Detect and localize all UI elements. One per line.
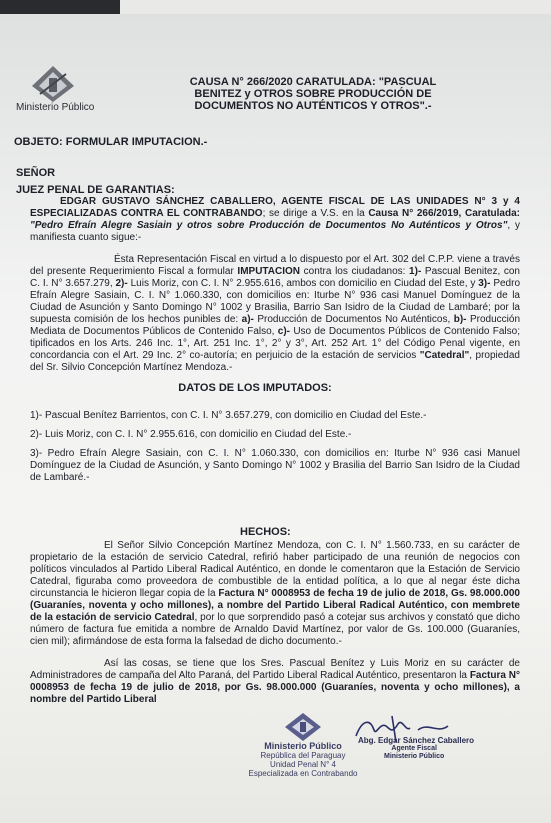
- seal-line: Especializada en Contrabando: [248, 769, 358, 778]
- causa-ref: Causa N° 266/2019, Caratulada:: [368, 208, 520, 219]
- caratula-text: "Pedro Efraín Alegre Sasiain y otros sobre Producción de Documentos No Auténticos y Otros": [30, 220, 508, 231]
- para-text: Ésta Representación Fiscal en virtud a lo dispuesto por el Art. 302 del C.P.P. viene a través del presente Requerimiento Fiscal a formular: [30, 254, 520, 277]
- seal-line: Unidad Penal N° 4: [270, 760, 336, 769]
- imputados-heading: DATOS DE LOS IMPUTADOS:: [178, 382, 332, 394]
- imputacion-word: IMPUTACION: [237, 266, 301, 277]
- para-text: Uso de Documentos Públicos de Contenido Falso; tipificados en los Arts. 246 Inc. 1°, Art. 251 Inc. 1°, 2° y 3°, Art. 252 Art. 1° del Código Penal vigente, en concordancia con el Art. 29 Inc. 2° co-autoría; en perjuicio de la estación de servicios: [30, 326, 520, 361]
- intro-text: ; se dirige a V.S. en la: [262, 208, 369, 219]
- hechos-paragraph-1: [30, 540, 520, 648]
- document-page: [0, 14, 551, 823]
- para-text: Luis Moriz, con C. I. N° 2.955.616, ambos con domicilio en Ciudad del Este, y: [127, 278, 479, 289]
- para-text: Pascual Benitez, con C. I. N° 3.657.279,: [30, 266, 520, 289]
- enum-marker: c)-: [277, 326, 291, 337]
- imputado-item: 2)- Luis Moriz, con C. I. N° 2.955.616, con domicilio en Ciudad del Este.-: [30, 429, 352, 440]
- hechos-paragraph-2: [30, 658, 520, 706]
- para-text: Pedro Efraín Alegre Sasiain, C. I. N° 1.060.330, con domicilios en: Iturbe N° 936 casi Manuel Domínguez de la Ciudad de Asunción y Santo Domingo N° 1002 y Brasilia, Barrio San Isidro de la Ciudad de Lambaré; por la supuesta comisión de los hechos punibles de:: [30, 278, 521, 325]
- factura-detail: Factura N° 0008953 de fecha 19 de julio de 2018, por Gs. 98.000.000 (Guaraníes, noventa y ocho millones), a nombre del Partido Liberal: [30, 670, 521, 705]
- enum-marker: a)-: [241, 314, 254, 325]
- objeto-line: OBJETO: FORMULAR IMPUTACION.-: [14, 136, 208, 148]
- imputado-item: 1)- Pascual Benítez Barrientos, con C. I. N° 3.657.279, con domicilio en Ciudad del Este.-: [30, 410, 427, 421]
- enum-marker: b)-: [453, 314, 467, 325]
- logo-caption: Ministerio Público: [16, 102, 95, 113]
- ministerio-seal: [248, 712, 358, 808]
- seal-line: República del Paraguay: [260, 751, 346, 760]
- salutation-juez: JUEZ PENAL DE GARANTIAS:: [16, 184, 175, 196]
- para-text: contra los ciudadanos:: [300, 266, 410, 277]
- fiscal-name: EDGAR GUSTAVO SÁNCHEZ CABALLERO, AGENTE FISCAL DE LAS UNIDADES N° 3 y 4 ESPECIALIZADAS CONTRA EL CONTRABANDO: [30, 196, 520, 219]
- para-text: , propiedad del Sr. Silvio Concepción Martínez Mendoza.-: [30, 350, 520, 373]
- para-text: Producción Mediata de Documentos Públicos de Contenido Falso,: [30, 314, 521, 337]
- signer-role-line: Agente Fiscal: [391, 745, 437, 752]
- para-text: El Señor Silvio Concepción Martínez Mendoza, con C. I. N° 1.560.733, en su carácter de propietario de la estación de servicio Catedral, refirió haber participado de una reunión de negocios con políticos vinculados al Partido Liberal Radical Auténtico, en donde le comentaron que la Estación de Servicio Catedral, figuraba como proveedora de combustible de la entidad política, a lo que al negar éste dicha circunstancia le hicieron llegar copia de la: [30, 540, 520, 599]
- ministerio-publico-logo: [16, 64, 96, 120]
- factura-detail: Factura N° 0008953 de fecha 19 de julio de 2018, Gs. 98.000.000 (Guaraníes, noventa y ocho millones), a nombre del Partido Liberal Radical Auténtico, con membrete de la estación de servicio Catedral: [30, 588, 520, 623]
- causa-title: CAUSA N° 266/2020 CARATULADA: "PASCUAL BENITEZ y OTROS SOBRE PRODUCCIÓN DE DOCUMENTOS NO AUTÉNTICOS Y OTROS".-: [189, 76, 437, 112]
- para-text: , por lo que sorprendido pasó a cotejar sus archivos y constató que dicho número de factura fue emitida a nombre de Arnaldo David Martínez, por valor de Gs. 100.000 (Guaraníes, cien mil); afirmándose de esta forma la falsedad de dicho documento.-: [30, 612, 520, 647]
- seal-emblem-icon: [283, 712, 323, 742]
- intro-paragraph: [30, 196, 520, 244]
- para-text: Así las cosas, se tiene que los Sres. Pascual Benítez y Luis Moriz en su carácter de Administradores de campaña del Alto Paraná, del Partido Liberal Radical Auténtico, presentaron la: [30, 658, 520, 681]
- salutation-senor: SEÑOR: [16, 167, 56, 179]
- signer-name: Abg. Edgar Sánchez Caballero: [358, 736, 475, 745]
- intro-text: , y manifiesta cuanto sigue:-: [30, 220, 520, 243]
- enum-marker: 1)-: [409, 266, 422, 277]
- para-text: Producción de Documentos No Auténticos,: [253, 314, 454, 325]
- imputado-item: 3)- Pedro Efraín Alegre Sasiain, con C. I. N° 1.060.330, con domicilios en: Iturbe N° 936 casi Manuel Domínguez de la Ciudad de Asunción, y Santo Domingo N° 1002 y Brasilia del Barrio San Isidro de la Ciudad de Lambaré.-: [30, 448, 520, 483]
- catedral-name: "Catedral": [419, 350, 470, 361]
- enum-marker: 3)-: [478, 278, 491, 289]
- seal-line: Ministerio Público: [264, 741, 342, 751]
- photo-background-top: [0, 0, 551, 14]
- imputacion-paragraph: [30, 254, 520, 374]
- enum-marker: 2)-: [115, 278, 128, 289]
- hechos-heading: HECHOS:: [240, 526, 291, 538]
- signature-block: [348, 712, 488, 776]
- signer-role-line: Ministerio Público: [384, 753, 445, 760]
- emblem-icon: [30, 64, 76, 104]
- signer-role: [384, 745, 444, 761]
